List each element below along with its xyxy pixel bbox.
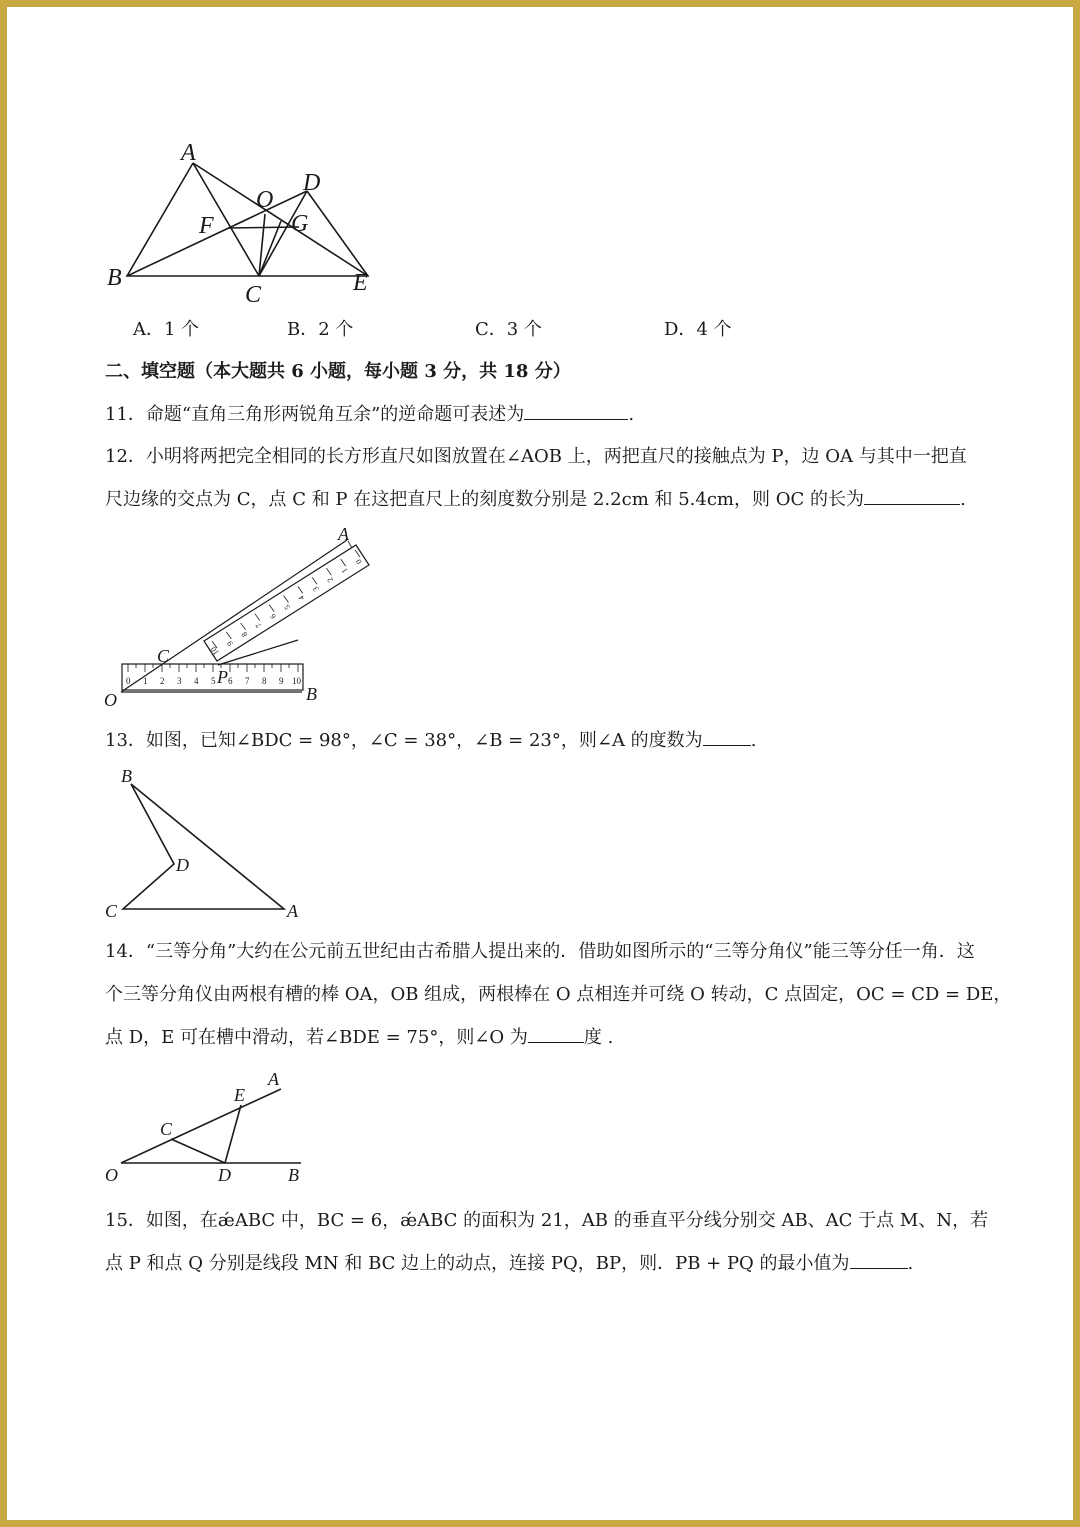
q13-label-B: B <box>121 766 132 786</box>
q13-quadrilateral-figure <box>103 766 303 921</box>
q14-label-D: D <box>218 1165 231 1185</box>
slanted-ruler-number: 0 <box>353 557 364 566</box>
q12-label-A: A <box>338 524 349 544</box>
slanted-ruler-number: 7 <box>253 621 264 630</box>
q14-label-C: C <box>160 1119 173 1139</box>
slanted-ruler-number: 8 <box>239 630 250 639</box>
question-15-line2: 点 P 和点 Q 分别是线段 MN 和 BC 边上的动点，连接 PQ，BP，则．PB + PQ 的最小值为 . <box>105 1250 913 1277</box>
slanted-ruler-tick <box>298 586 303 593</box>
q13-label-A: A <box>287 901 298 921</box>
section2-heading: 二、填空题（本大题共 6 小题，每小题 3 分，共 18 分） <box>105 361 571 382</box>
q12-label-O: O <box>104 690 117 710</box>
q14-label-A: A <box>268 1069 279 1089</box>
q14-answer-blank <box>528 1024 584 1043</box>
question-12-line1: 12．小明将两把完全相同的长方形直尺如图放置在∠AOB 上，两把直尺的接触点为 P，边 OA 与其中一把直 <box>105 446 967 467</box>
q15-answer-blank <box>850 1250 908 1269</box>
q13-answer-blank <box>703 727 751 746</box>
ruler-tick-10: 10 <box>292 676 301 686</box>
q10-option-d: D．4 个 <box>664 319 732 340</box>
ruler-tick-0: 0 <box>126 676 131 686</box>
q10-label-G: G <box>291 211 309 237</box>
slanted-ruler-number: 10 <box>208 645 221 657</box>
ruler-tick-6: 6 <box>228 676 233 686</box>
q10-label-C: C <box>245 282 262 308</box>
ruler-tick-5: 5 <box>211 676 216 686</box>
q10-geometry-figure <box>105 135 385 308</box>
ruler-tick-9: 9 <box>279 676 284 686</box>
q12-label-C: C <box>157 646 170 666</box>
slanted-ruler-scale <box>209 550 364 657</box>
q10-label-B: B <box>107 265 122 291</box>
question-11: 11．命题“直角三角形两锐角互余”的逆命题可表述为 . <box>105 401 634 428</box>
slanted-ruler-number: 4 <box>296 593 307 603</box>
slanted-ruler-tick <box>341 559 346 566</box>
q10-label-F: F <box>199 213 214 239</box>
q14-label-O: O <box>105 1165 118 1185</box>
question-14-line1: 14．“三等分角”大约在公元前五世纪由古希腊人提出来的．借助如图所示的“三等分角仪”能三等分任一角．这 <box>105 941 975 962</box>
slanted-ruler-tick <box>226 632 231 639</box>
ruler-tick-3: 3 <box>177 676 182 686</box>
q12-answer-blank <box>864 486 960 505</box>
slanted-ruler-number: 3 <box>311 584 321 594</box>
q10-label-D: D <box>303 170 321 196</box>
q13-label-D: D <box>176 855 189 875</box>
slanted-ruler-tick <box>241 623 246 630</box>
q10-option-a: A．1 个 <box>133 319 200 340</box>
q11-answer-blank <box>524 401 628 420</box>
q10-label-A: A <box>181 140 196 166</box>
slanted-ruler-tick <box>312 577 317 584</box>
q10-option-c: C．3 个 <box>475 319 542 340</box>
ruler-tick-2: 2 <box>160 676 165 686</box>
q10-label-O: O <box>256 187 274 213</box>
slanted-ruler-number: 2 <box>325 575 336 584</box>
ruler-tick-8: 8 <box>262 676 267 686</box>
slanted-ruler-number: 1 <box>339 566 350 575</box>
q14-label-B: B <box>288 1165 299 1185</box>
question-13: 13．如图，已知∠BDC = 98°，∠C = 38°，∠B = 23°，则∠A 的度数为 . <box>105 727 756 754</box>
q14-trisector-figure <box>101 1067 311 1187</box>
q13-label-C: C <box>105 901 118 921</box>
slanted-ruler-tick <box>326 568 331 575</box>
ruler-tick-1: 1 <box>143 676 148 686</box>
question-14-line3: 点 D，E 可在槽中滑动，若∠BDE = 75°，则∠O 为 度 . <box>105 1024 613 1051</box>
slanted-ruler-number: 9 <box>225 639 235 648</box>
question-14-line2: 个三等分角仪由两根有槽的棒 OA，OB 组成，两根棒在 O 点相连并可绕 O 转动，C 点固定，OC = CD = DE， <box>105 984 1012 1005</box>
question-15-line1: 15．如图，在ǽABC 中，BC = 6，ǽABC 的面积为 21，AB 的垂直平分线分别交 AB、AC 于点 M、N，若 <box>105 1210 989 1231</box>
ruler-tick-7: 7 <box>245 676 250 686</box>
q12-rulers-figure <box>102 524 392 709</box>
q10-label-E: E <box>353 270 368 296</box>
slanted-ruler-number: 5 <box>282 603 293 612</box>
question-12-line2: 尺边缘的交点为 C，点 C 和 P 在这把直尺上的刻度数分别是 2.2cm 和 5.4cm，则 OC 的长为 . <box>105 486 966 513</box>
slanted-ruler-tick <box>284 596 289 603</box>
q10-option-b: B．2 个 <box>287 319 354 340</box>
slanted-ruler-tick <box>255 614 260 621</box>
q12-label-P: P <box>217 667 228 687</box>
q12-label-B: B <box>306 684 317 704</box>
slanted-ruler-number: 6 <box>268 612 278 621</box>
ruler-tick-4: 4 <box>194 676 199 686</box>
slanted-ruler-tick <box>269 605 274 612</box>
q14-label-E: E <box>234 1085 245 1105</box>
